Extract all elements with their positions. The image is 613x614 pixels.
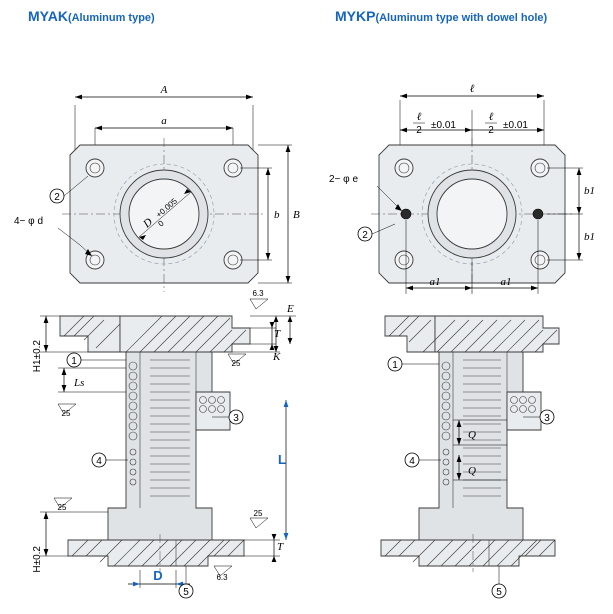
bore-dia-label: D — [141, 215, 155, 231]
balloon-5-right-label: 5 — [496, 587, 502, 598]
panel-mykp — [307, 0, 613, 614]
dim-Q-upper-label: Q — [468, 429, 476, 441]
dim-E-label: E — [287, 303, 294, 315]
dim-a-label: a — [161, 115, 167, 127]
finish-25-c-label: 25 — [57, 503, 67, 512]
panel-myak — [0, 0, 306, 614]
bore-tol-lower: 0 — [156, 218, 166, 229]
dim-Ls-label: Ls — [74, 377, 85, 389]
dim-H-label: H±0.2 — [32, 546, 43, 573]
dim-H1-label: H1±0.2 — [32, 340, 43, 373]
balloon-5-label: 5 — [183, 587, 189, 598]
balloon-4-right — [405, 453, 441, 467]
finish-symbol-25-c — [54, 498, 72, 512]
balloon-2-right-label: 2 — [362, 230, 368, 241]
dim-Q-lower-label: Q — [468, 465, 476, 477]
balloon-2-label: 2 — [54, 192, 60, 203]
dim-b1-lower-label: b1 — [584, 231, 595, 243]
panel-desc-myak: (Aluminum type) — [67, 12, 155, 24]
finish-symbol-25-b — [58, 404, 76, 418]
panel-code-mykp: MYKP — [335, 8, 376, 24]
dim-ell-half-left-num: ℓ — [416, 111, 422, 123]
balloon-3-label: 3 — [233, 413, 239, 424]
dim-L-label: L — [278, 452, 286, 467]
dim-ell-half-left — [400, 110, 472, 150]
nut-block — [196, 392, 230, 430]
finish-symbol-63-top — [250, 289, 268, 309]
dim-b1-upper-label: b1 — [584, 185, 595, 197]
drawing-mykp — [307, 0, 613, 614]
finish-25-d-label: 25 — [253, 509, 263, 518]
dim-T-top-label: T — [274, 328, 281, 340]
balloon-1-right — [388, 357, 439, 371]
dim-ell-half-right-tol: ±0.01 — [503, 120, 528, 131]
body-section — [108, 352, 212, 540]
balloon-1-left — [67, 353, 126, 367]
balloon-5-right — [492, 566, 506, 598]
finish-symbol-63-bottom — [214, 566, 232, 582]
bottom-flange — [68, 540, 244, 566]
finish-63-bottom-label: 6.3 — [216, 573, 228, 582]
dim-D-bottom — [128, 568, 190, 588]
dowel-callout-label: 2− φ e — [329, 174, 359, 185]
finish-25-b-label: 25 — [61, 409, 71, 418]
dim-ell-half-right-den: 2 — [488, 125, 494, 136]
balloon-4-left — [92, 453, 128, 467]
dim-ell-label: ℓ — [469, 83, 475, 95]
dim-K-label: K — [273, 351, 281, 363]
top-flange-left-2 — [385, 316, 435, 352]
dim-ell-half-left-den: 2 — [416, 125, 422, 136]
balloon-1-right-label: 1 — [392, 360, 398, 371]
finish-symbol-25-d — [250, 509, 268, 528]
bore-inner-circle-2 — [437, 179, 507, 249]
dim-D-label: D — [153, 568, 163, 583]
bore-tol-upper: +0.005 — [154, 196, 179, 220]
dim-a1-right-label: a1 — [500, 276, 512, 288]
dim-b-label: b — [274, 209, 280, 221]
dim-ell-half-left-tol: ±0.01 — [431, 120, 456, 131]
dim-a1-left-label: a1 — [429, 276, 441, 288]
finish-symbol-25-a — [228, 354, 246, 368]
dim-ell-half-right-num: ℓ — [488, 111, 494, 123]
dim-ell-half-right — [472, 111, 544, 136]
balloon-4-right-label: 4 — [409, 456, 415, 467]
balloon-3-right-label: 3 — [544, 413, 550, 424]
dim-Ls — [58, 368, 126, 392]
dim-L — [278, 400, 288, 540]
holes-callout-label: 4− φ d — [14, 216, 44, 227]
finish-25-a-label: 25 — [231, 359, 241, 368]
finish-63-top-label: 6.3 — [252, 289, 264, 298]
balloon-4-label: 4 — [96, 456, 102, 467]
nut-block-2 — [507, 392, 541, 430]
body-section-2 — [419, 352, 523, 540]
dim-T-bottom — [244, 534, 284, 562]
panel-code-myak: MYAK — [28, 8, 68, 24]
balloon-1-label: 1 — [71, 356, 77, 367]
balloon-5-left — [179, 566, 193, 598]
dim-B-label: B — [293, 209, 300, 221]
dim-T-bottom-label: T — [277, 541, 284, 553]
dim-A-label: A — [160, 84, 168, 96]
drawing-myak — [0, 0, 306, 614]
panel-desc-mykp: (Aluminum type with dowel hole) — [375, 12, 548, 24]
